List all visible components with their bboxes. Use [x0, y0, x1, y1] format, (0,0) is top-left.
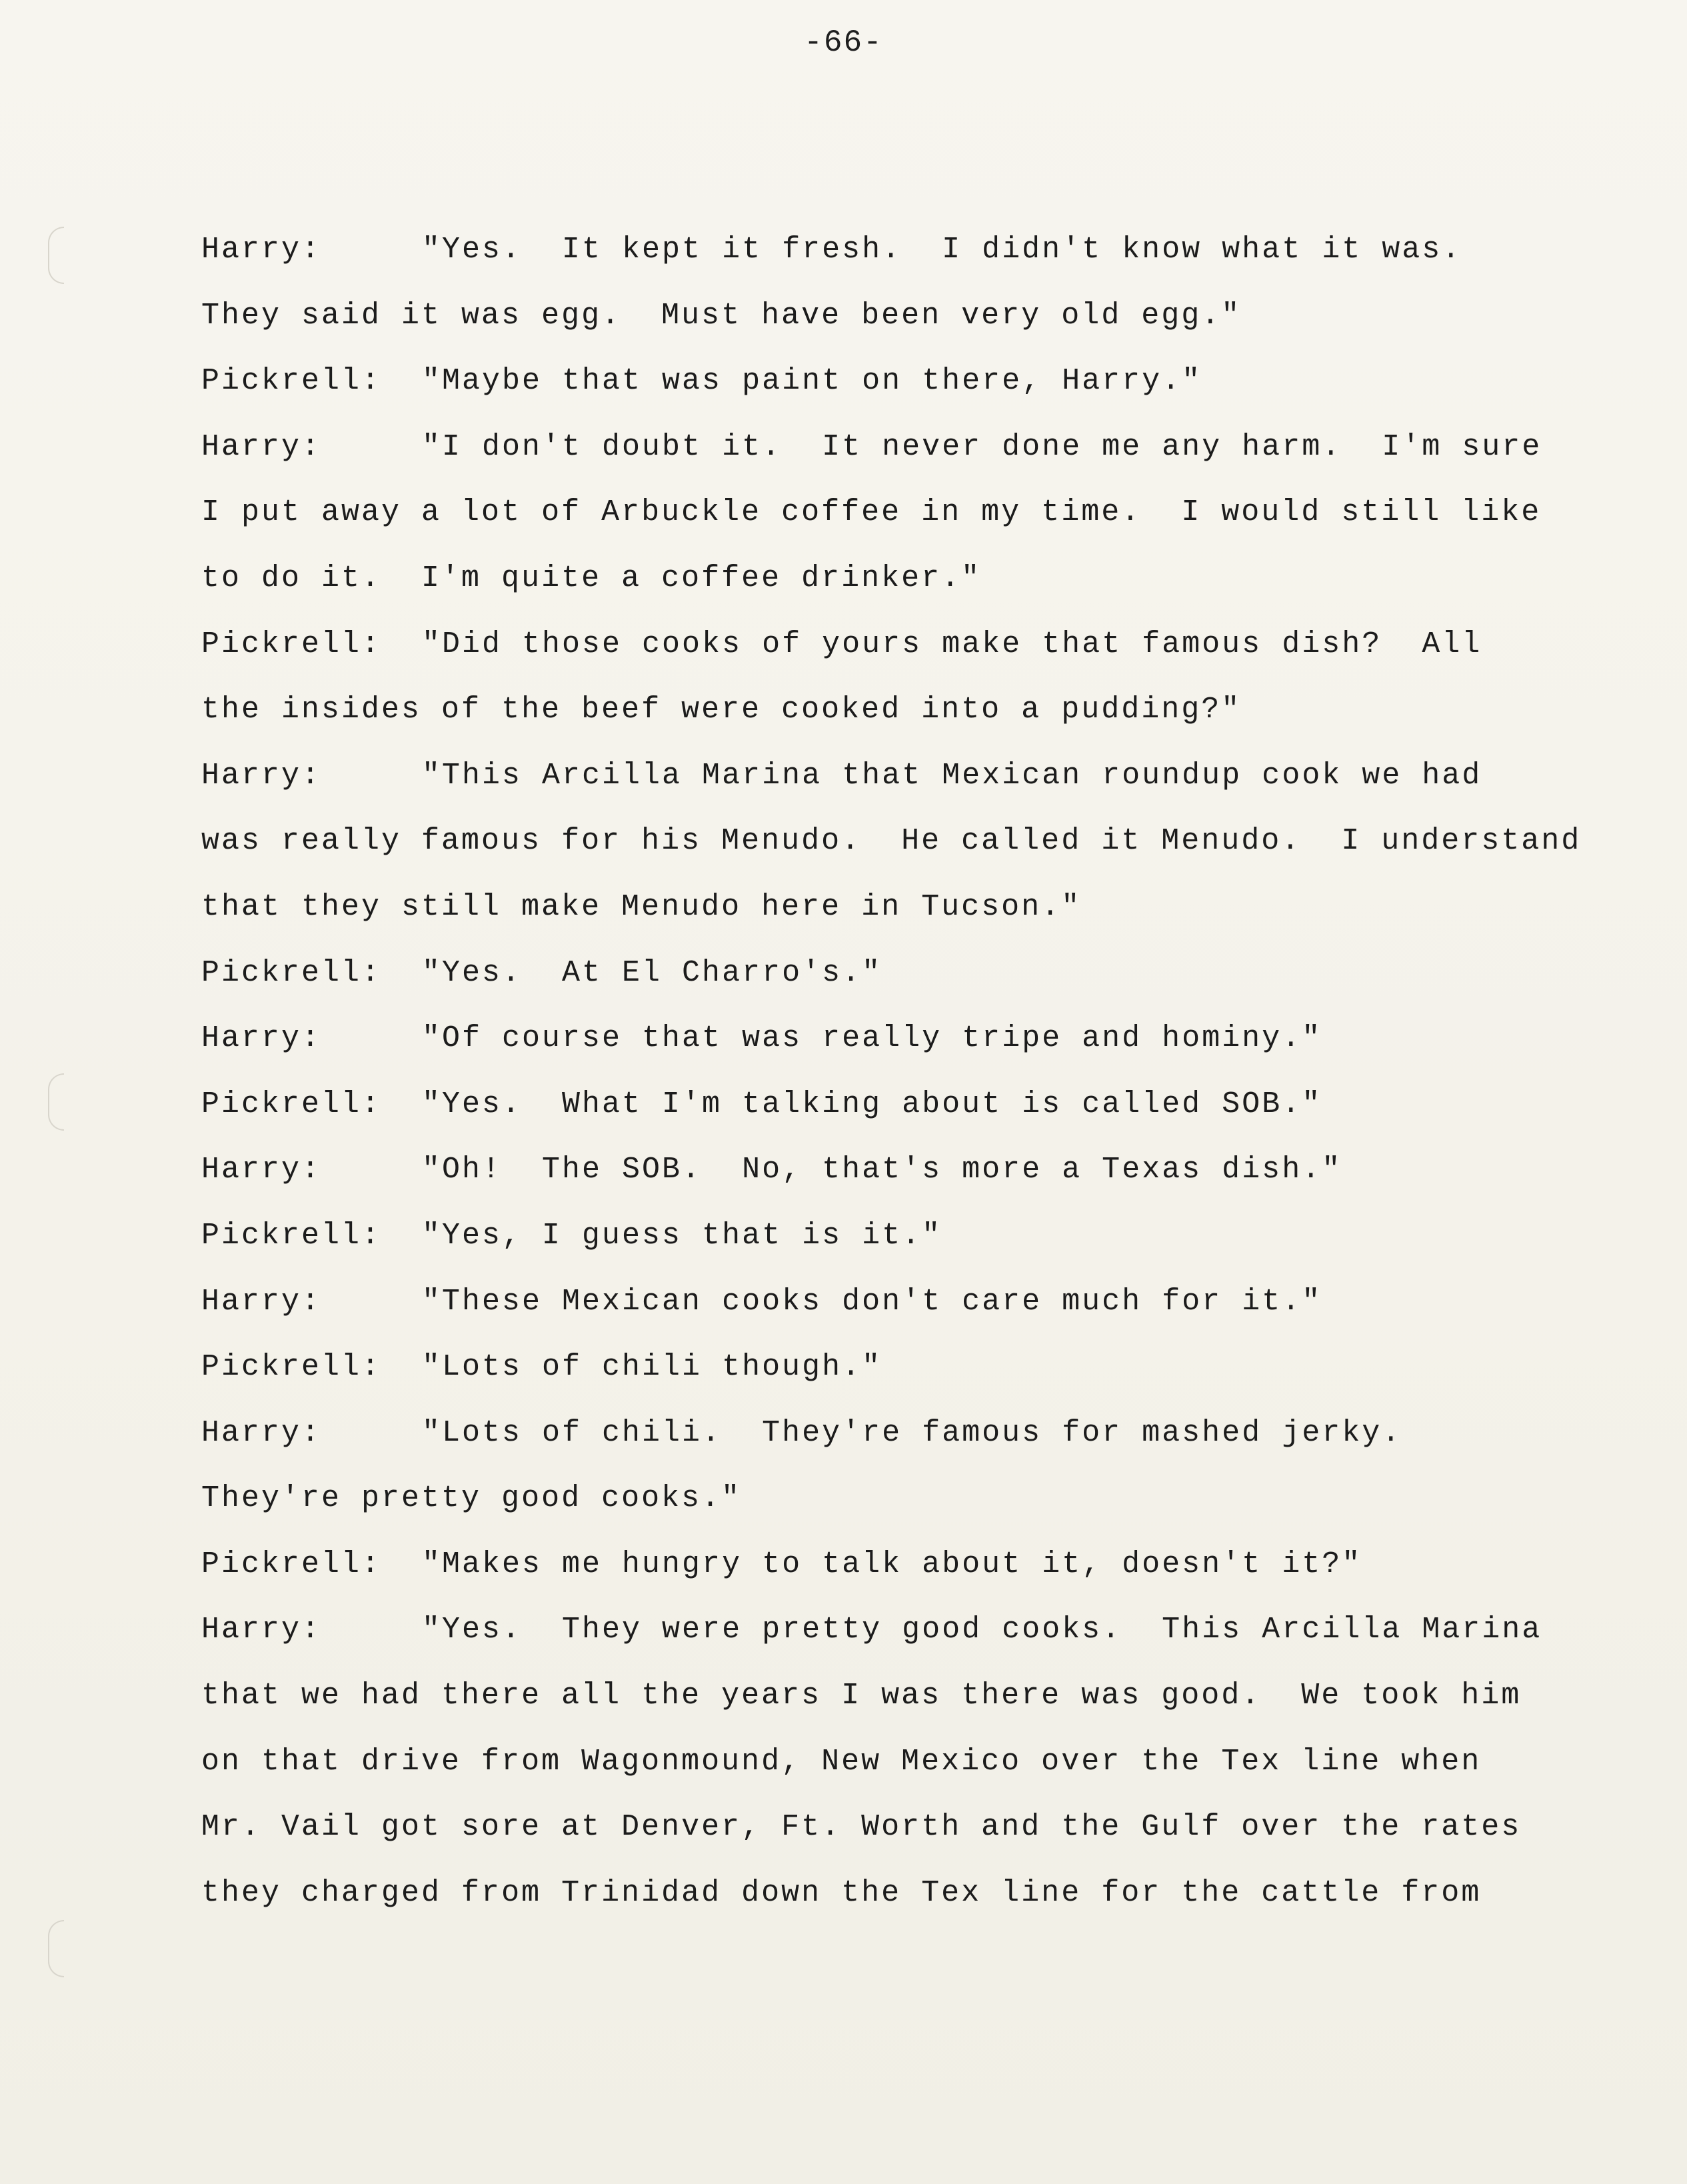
- line-text: "Yes, I guess that is it.": [422, 1218, 942, 1253]
- transcript-line: [201, 1137, 1668, 1203]
- line-text: "Oh! The SOB. No, that's more a Texas dish.": [422, 1153, 1342, 1187]
- line-text: Mr. Vail got sore at Denver, Ft. Worth and the Gulf over the rates: [201, 1810, 1522, 1845]
- line-text: "Yes. What I'm talking about is called SOB.": [422, 1087, 1322, 1121]
- punch-hole: [48, 1073, 64, 1131]
- punch-hole: [48, 1920, 64, 1977]
- line-text: "Yes. It kept it fresh. I didn't know what it was.: [422, 233, 1462, 267]
- page-number: -66-: [804, 25, 883, 60]
- transcript-line: [201, 546, 1668, 612]
- transcript-line: [201, 677, 1668, 743]
- transcript-line: [201, 1072, 1668, 1138]
- line-text: to do it. I'm quite a coffee drinker.": [201, 561, 982, 595]
- transcript-line: [201, 1335, 1668, 1401]
- line-text: I put away a lot of Arbuckle coffee in my time. I would still like: [201, 495, 1542, 530]
- line-text: "These Mexican cooks don't care much for it.": [422, 1284, 1322, 1319]
- transcript-line: [201, 1729, 1668, 1795]
- line-text: "Maybe that was paint on there, Harry.": [422, 364, 1202, 399]
- speaker-label: Pickrell:: [201, 955, 382, 990]
- speaker-label: Pickrell:: [201, 1218, 382, 1253]
- line-text: "I don't doubt it. It never done me any harm. I'm sure: [422, 429, 1542, 464]
- transcript-line: [201, 349, 1668, 415]
- speaker-label: Harry:: [201, 429, 322, 464]
- transcript-line: [201, 743, 1668, 809]
- speaker-label: Harry:: [201, 1153, 322, 1187]
- speaker-label: Harry:: [201, 1021, 322, 1056]
- speaker-label: Pickrell:: [201, 364, 382, 399]
- transcript-line: [201, 217, 1668, 283]
- transcript-line: [201, 1861, 1668, 1927]
- transcript-line: [201, 1466, 1668, 1532]
- speaker-label: Pickrell:: [201, 1547, 382, 1581]
- transcript-line: [201, 875, 1668, 941]
- line-text: "Lots of chili. They're famous for mashed jerky.: [422, 1415, 1402, 1450]
- speaker-label: Pickrell:: [201, 1087, 382, 1121]
- transcript-line: [201, 1203, 1668, 1269]
- transcript-line: [201, 1532, 1668, 1598]
- transcript-line: [201, 1401, 1668, 1467]
- transcript-line: [201, 612, 1668, 678]
- line-text: "Yes. At El Charro's.": [422, 955, 882, 990]
- line-text: "Yes. They were pretty good cooks. This Arcilla Marina: [422, 1613, 1542, 1647]
- speaker-label: Harry:: [201, 1284, 322, 1319]
- transcript-line: [201, 480, 1668, 546]
- line-text: they charged from Trinidad down the Tex line for the cattle from: [201, 1875, 1482, 1910]
- line-text: on that drive from Wagonmound, New Mexico over the Tex line when: [201, 1744, 1482, 1779]
- transcript-line: [201, 1597, 1668, 1663]
- transcript-body: [201, 217, 1668, 1926]
- transcript-line: [201, 809, 1668, 875]
- speaker-label: Pickrell:: [201, 1350, 382, 1385]
- line-text: They're pretty good cooks.": [201, 1481, 742, 1516]
- line-text: "Did those cooks of yours make that famous dish? All: [422, 627, 1482, 661]
- speaker-label: Pickrell:: [201, 627, 382, 661]
- speaker-label: Harry:: [201, 1613, 322, 1647]
- line-text: "Of course that was really tripe and hominy.": [422, 1021, 1322, 1056]
- line-text: "This Arcilla Marina that Mexican roundup cook we had: [422, 758, 1482, 793]
- transcript-line: [201, 283, 1668, 349]
- line-text: They said it was egg. Must have been very old egg.": [201, 298, 1242, 333]
- speaker-label: Harry:: [201, 1415, 322, 1450]
- line-text: the insides of the beef were cooked into a pudding?": [201, 693, 1242, 727]
- line-text: "Lots of chili though.": [422, 1350, 882, 1385]
- transcript-line: [201, 1006, 1668, 1072]
- transcript-line: [201, 1795, 1668, 1861]
- transcript-line: [201, 1663, 1668, 1729]
- speaker-label: Harry:: [201, 233, 322, 267]
- speaker-label: Harry:: [201, 758, 322, 793]
- line-text: "Makes me hungry to talk about it, doesn't it?": [422, 1547, 1362, 1581]
- line-text: that we had there all the years I was there was good. We took him: [201, 1679, 1522, 1713]
- transcript-line: [201, 415, 1668, 481]
- punch-hole: [48, 227, 64, 284]
- transcript-line: [201, 1269, 1668, 1335]
- transcript-line: [201, 941, 1668, 1007]
- line-text: was really famous for his Menudo. He called it Menudo. I understand: [201, 824, 1582, 859]
- line-text: that they still make Menudo here in Tucson.": [201, 889, 1082, 924]
